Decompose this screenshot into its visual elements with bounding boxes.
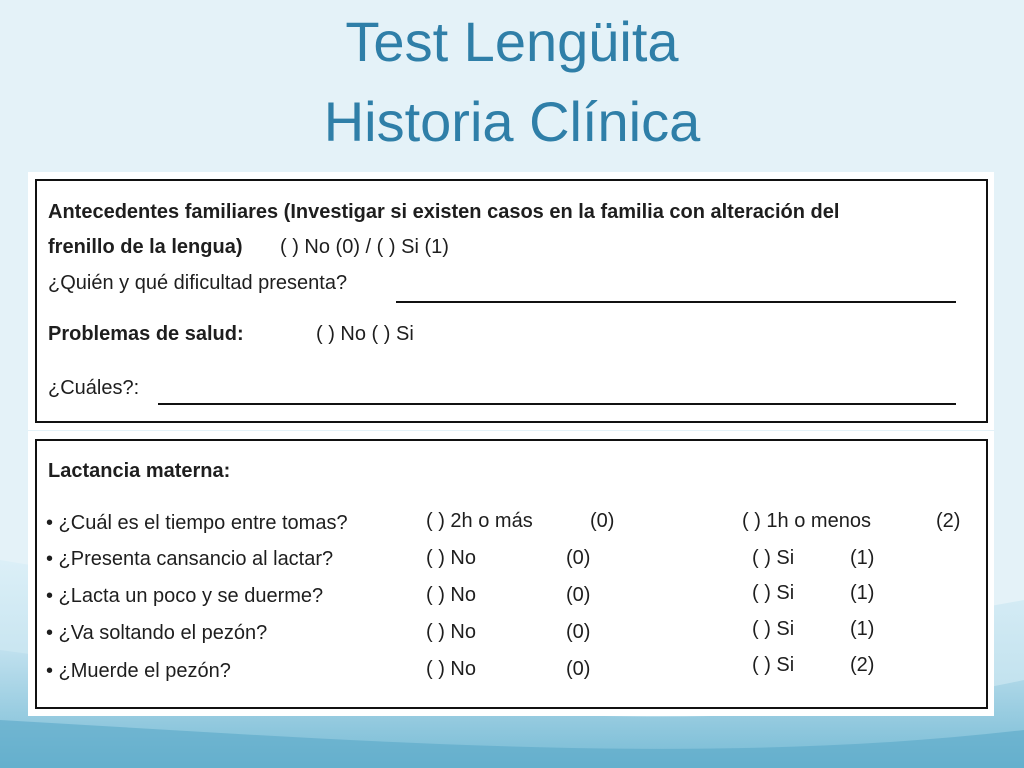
- family-history-panel: [28, 172, 994, 430]
- option-1[interactable]: ( ) No: [426, 584, 476, 606]
- option-1[interactable]: ( ) No: [426, 658, 476, 680]
- family-history-heading-line2: frenillo de la lengua): [48, 236, 243, 258]
- health-problems-options[interactable]: ( ) No ( ) Si: [316, 323, 414, 345]
- option-2[interactable]: ( ) Si: [752, 618, 795, 640]
- option-2-score: (2): [850, 654, 875, 676]
- option-1-score: (0): [566, 658, 591, 680]
- which-label: ¿Cuáles?:: [48, 377, 140, 399]
- slide-title-line1: Test Lengüita: [345, 10, 679, 73]
- option-2[interactable]: ( ) Si: [752, 654, 795, 676]
- option-1[interactable]: ( ) No: [426, 547, 476, 569]
- option-1[interactable]: ( ) 2h o más: [426, 510, 533, 532]
- option-1-score: (0): [566, 584, 591, 606]
- option-1-score: (0): [566, 547, 591, 569]
- option-2[interactable]: ( ) Si: [752, 547, 795, 569]
- health-problems-label: Problemas de salud:: [48, 323, 244, 345]
- option-2[interactable]: ( ) Si: [752, 582, 795, 604]
- option-1-score: (0): [566, 621, 591, 643]
- breastfeeding-heading: Lactancia materna:: [48, 460, 231, 482]
- question-text: • ¿Muerde el pezón?: [46, 660, 231, 682]
- who-answer-line[interactable]: [396, 301, 956, 303]
- slide-title-line2: Historia Clínica: [323, 90, 701, 153]
- breastfeeding-panel: [28, 431, 994, 716]
- question-text: • ¿Presenta cansancio al lactar?: [46, 548, 334, 570]
- family-history-heading-line1: Antecedentes familiares (Investigar si existen casos en la familia con alteración del: [48, 201, 840, 223]
- who-question-label: ¿Quién y qué dificultad presenta?: [48, 272, 348, 294]
- question-text: • ¿Cuál es el tiempo entre tomas?: [46, 512, 348, 534]
- option-2-score: (1): [850, 582, 875, 604]
- question-text: • ¿Va soltando el pezón?: [46, 622, 268, 644]
- option-1[interactable]: ( ) No: [426, 621, 476, 643]
- option-2-score: (1): [850, 618, 875, 640]
- family-history-options[interactable]: ( ) No (0) / ( ) Si (1): [280, 236, 449, 258]
- option-2-score: (2): [936, 510, 961, 532]
- question-text: • ¿Lacta un poco y se duerme?: [46, 585, 324, 607]
- option-1-score: (0): [590, 510, 615, 532]
- option-2[interactable]: ( ) 1h o menos: [742, 510, 871, 532]
- which-answer-line[interactable]: [158, 403, 956, 405]
- option-2-score: (1): [850, 547, 875, 569]
